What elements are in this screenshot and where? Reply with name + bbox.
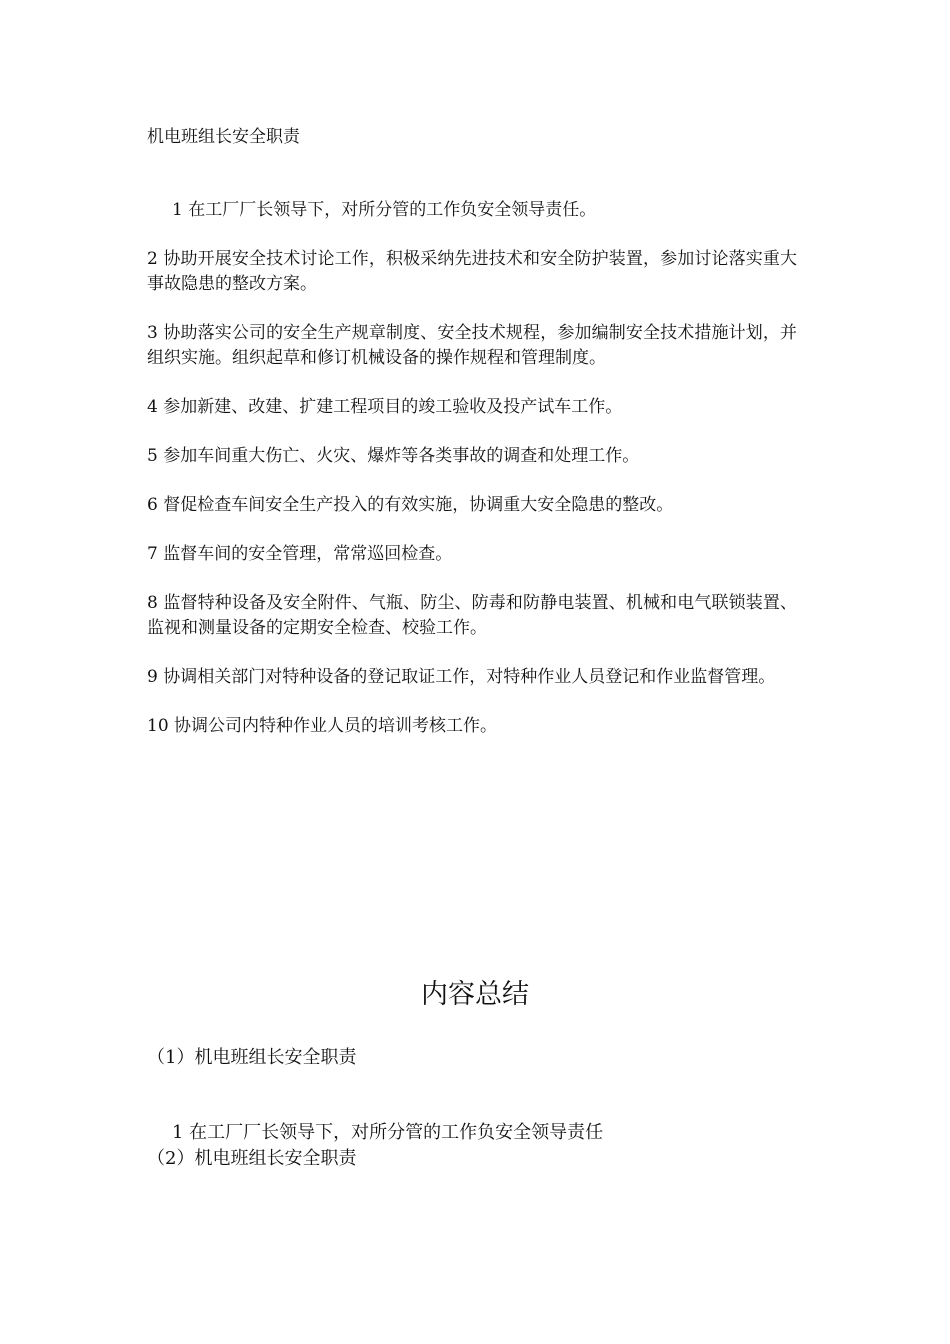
summary-title: 内容总结 [421, 979, 529, 1010]
list-item: 5 参加车间重大伤亡、火灾、爆炸等各类事故的调查和处理工作。 [147, 446, 640, 466]
list-item: 6 督促检查车间安全生产投入的有效实施，协调重大安全隐患的整改。 [147, 495, 674, 515]
list-item: 8 监督特种设备及安全附件、气瓶、防尘、防毒和防静电装置、机械和电气联锁装置、监视和测量设备的定期安全检查、校验工作。 [147, 593, 797, 638]
list-item: 1 在工厂厂长领导下，对所分管的工作负安全领导责任。 [172, 200, 597, 220]
summary-line: 1 在工厂厂长领导下，对所分管的工作负安全领导责任 [172, 1122, 604, 1143]
list-item: 7 监督车间的安全管理，常常巡回检查。 [147, 544, 453, 564]
list-item: 4 参加新建、改建、扩建工程项目的竣工验收及投产试车工作。 [147, 397, 623, 417]
document-title: 机电班组长安全职责 [147, 127, 300, 147]
summary-line: （2）机电班组长安全职责 [147, 1148, 357, 1169]
list-item: 2 协助开展安全技术讨论工作，积极采纳先进技术和安全防护装置，参加讨论落实重大事故隐患的整改方案。 [147, 249, 797, 294]
list-item: 10 协调公司内特种作业人员的培训考核工作。 [147, 716, 498, 736]
list-item: 3 协助落实公司的安全生产规章制度、安全技术规程，参加编制安全技术措施计划，并组织实施。组织起草和修订机械设备的操作规程和管理制度。 [147, 323, 797, 368]
summary-line: （1）机电班组长安全职责 [147, 1047, 357, 1068]
responsibility-list [147, 198, 797, 763]
list-item: 9 协调相关部门对特种设备的登记取证工作，对特种作业人员登记和作业监督管理。 [147, 667, 776, 687]
